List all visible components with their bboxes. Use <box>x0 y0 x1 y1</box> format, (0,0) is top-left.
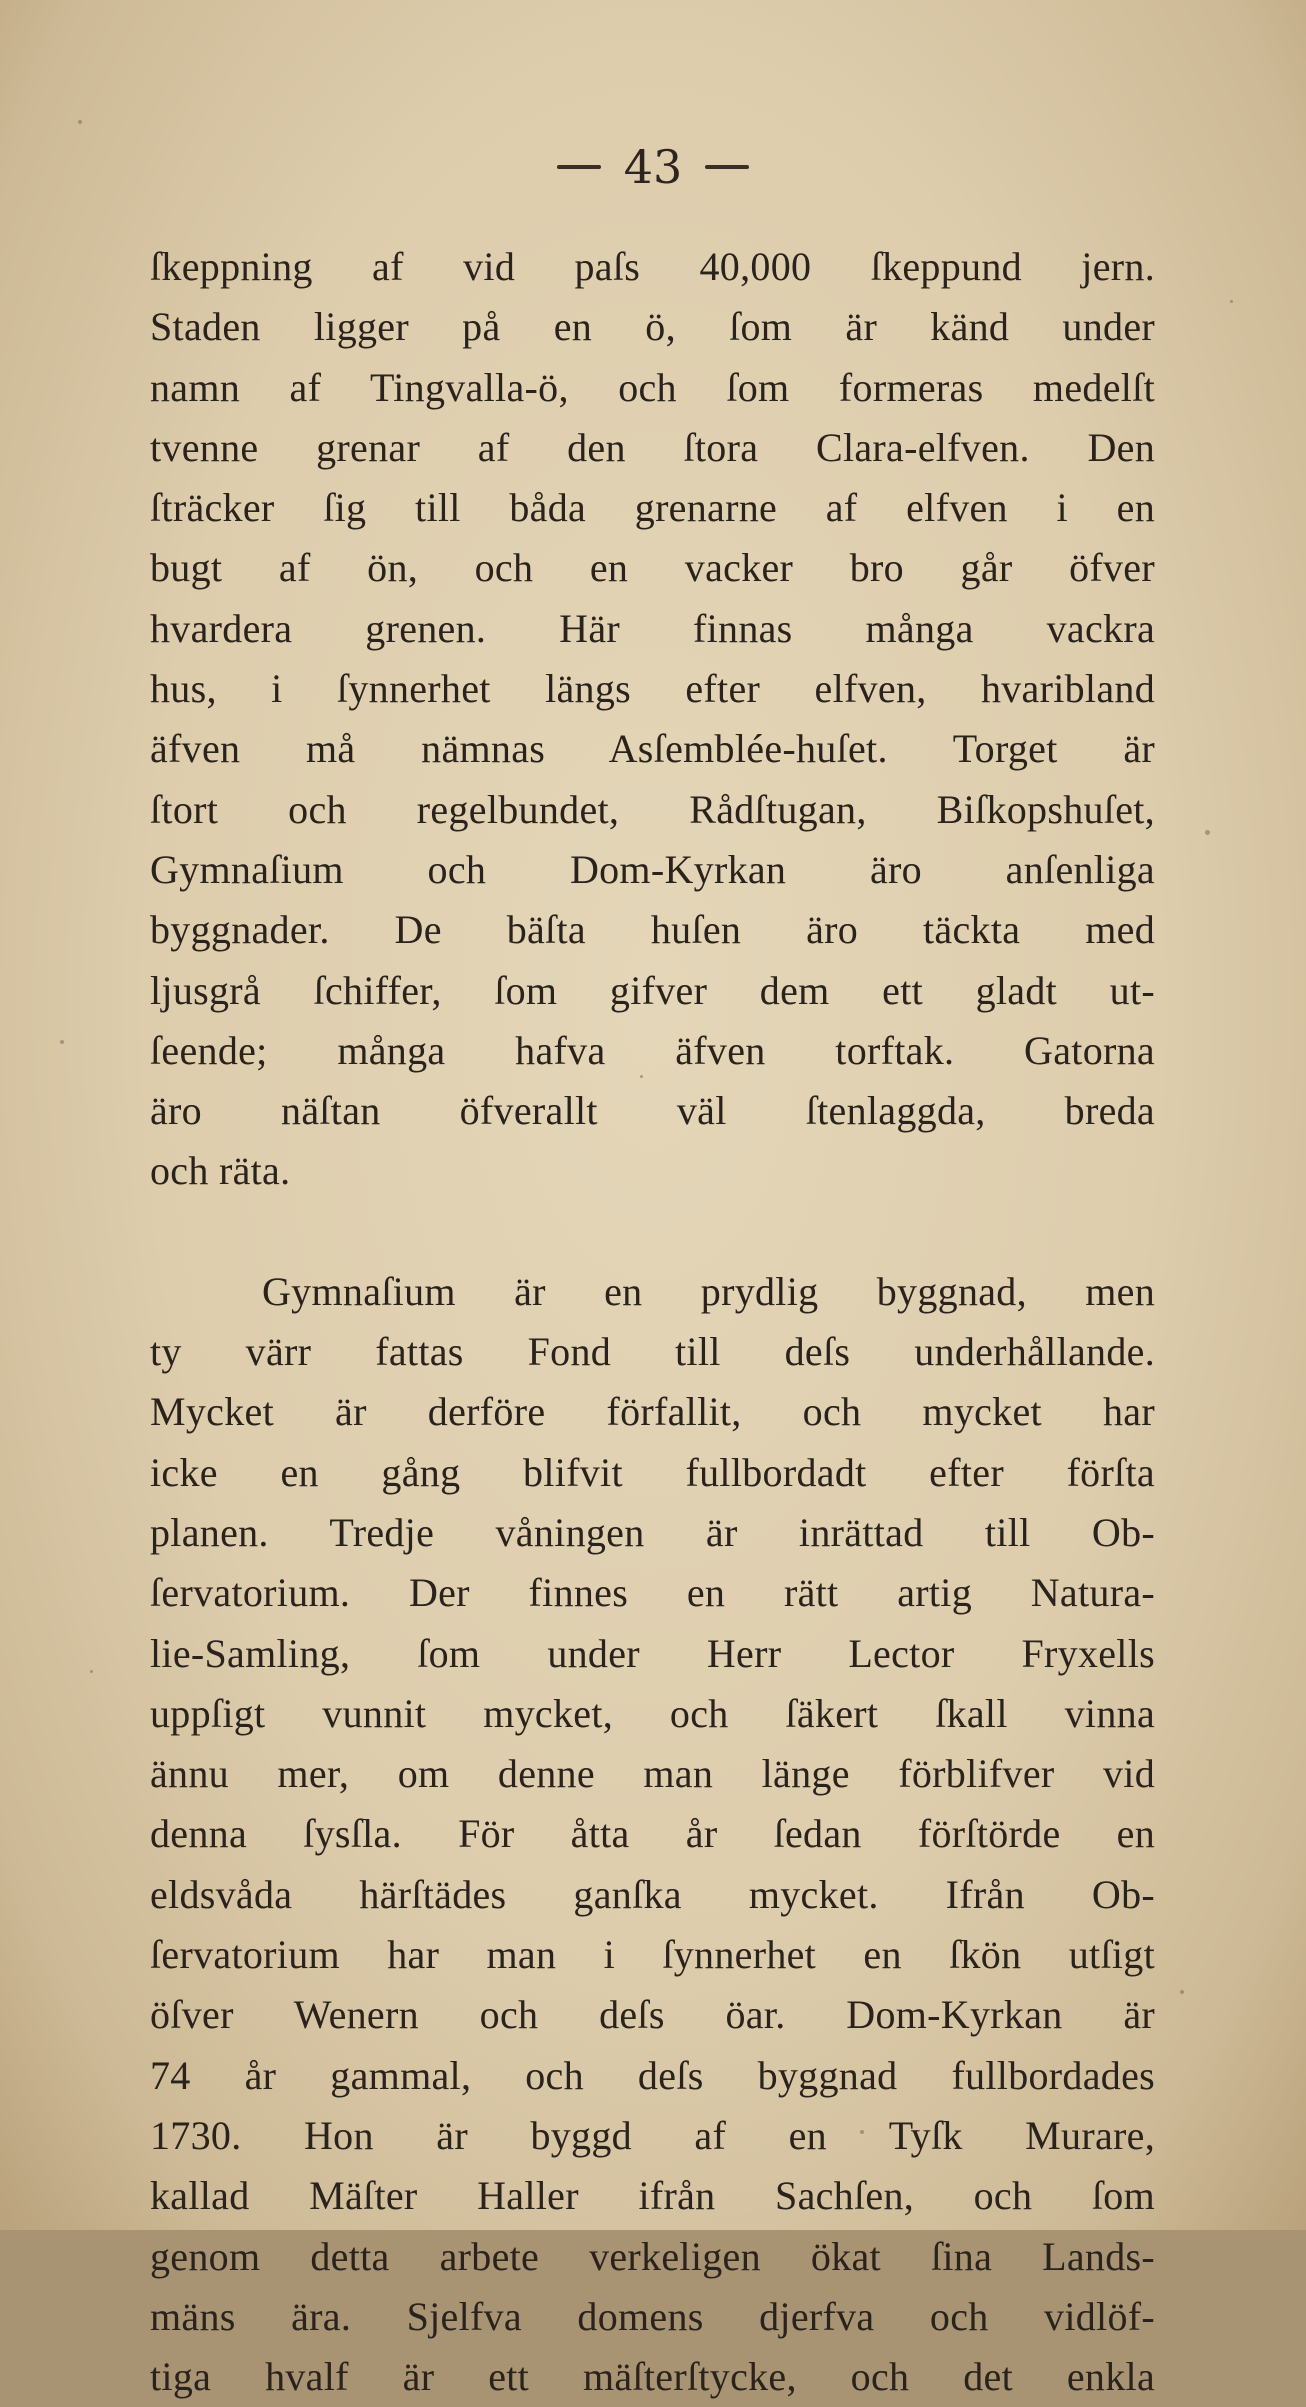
text-line: denna ſysſla. För åtta år ſedan förſtörde en <box>150 1811 1155 1857</box>
text-line: byggnader. De bäſta huſen äro täckta med <box>150 907 1155 953</box>
paper-speck <box>90 1670 93 1673</box>
text-line: bugt af ön, och en vacker bro går öfver <box>150 545 1155 591</box>
text-line: ſervatorium har man i ſynnerhet en ſkön utſigt <box>150 1932 1155 1978</box>
paragraph-2 <box>150 1262 1155 2407</box>
text-line: ſeende; många hafva äfven torftak. Gatorna <box>150 1027 1155 1073</box>
text-line: eldsvåda härſtädes ganſka mycket. Ifrån Ob- <box>150 1871 1155 1917</box>
text-line: hus, i ſynnerhet längs efter elfven, hvaribland <box>150 666 1155 712</box>
text-line: mäns ära. Sjelfva domens djerfva och vidlöf- <box>150 2293 1155 2339</box>
text-line: namn af Tingvalla-ö, och ſom formeras medelſt <box>150 364 1155 410</box>
text-line: ſtort och regelbundet, Rådſtugan, Biſkopshuſet, <box>150 786 1155 832</box>
text-line: genom detta arbete verkeligen ökat ſina Lands- <box>150 2233 1155 2279</box>
text-line: tiga hvalf är ett mäſterſtycke, och det enkla <box>150 2354 1155 2400</box>
text-line: Staden ligger på en ö, ſom är känd under <box>150 304 1155 350</box>
text-line: Gymnaſium är en prydlig byggnad, men <box>262 1268 1155 1314</box>
text-line: hvardera grenen. Här finnas många vackra <box>150 605 1155 651</box>
text-line: 74 år gammal, och deſs byggnad fullbordades <box>150 2052 1155 2098</box>
text-line: äro näſtan öfverallt väl ſtenlaggda, breda <box>150 1088 1155 1134</box>
paper-speck <box>60 1040 64 1044</box>
text-line: Mycket är derföre förfallit, och mycket har <box>150 1389 1155 1435</box>
text-line: planen. Tredje våningen är inrättad till Ob- <box>150 1509 1155 1555</box>
paper-speck <box>1205 830 1210 835</box>
paper-speck <box>1230 300 1233 303</box>
paper-speck <box>1180 1990 1184 1994</box>
text-line: lie-Samling, ſom under Herr Lector Fryxells <box>150 1630 1155 1676</box>
page-header <box>0 140 1306 194</box>
text-line: ſträcker ſig till båda grenarne af elfven i en <box>150 485 1155 531</box>
text-line: tvenne grenar af den ſtora Clara-elfven. Den <box>150 424 1155 470</box>
text-line: ljusgrå ſchiffer, ſom gifver dem ett gladt ut- <box>150 967 1155 1013</box>
right-dash <box>705 165 749 169</box>
text-line: Gymnaſium och Dom-Kyrkan äro anſenliga <box>150 846 1155 892</box>
paragraph-1 <box>150 237 1155 1202</box>
left-dash <box>557 165 601 169</box>
text-line: ſervatorium. Der finnes en rätt artig Natura- <box>150 1570 1155 1616</box>
text-line: och räta. <box>150 1148 291 1194</box>
text-line: ty värr fattas Fond till deſs underhållande. <box>150 1329 1155 1375</box>
text-line: ſkeppning af vid paſs 40,000 ſkeppund jern. <box>150 244 1155 289</box>
paper-speck <box>78 120 82 124</box>
page-number: 43 <box>623 140 683 194</box>
text-line: icke en gång blifvit fullbordadt efter förſta <box>150 1449 1155 1495</box>
paragraph-gap <box>150 1202 1155 1262</box>
text-line: 1730. Hon är byggd af en Tyſk Murare, <box>150 2112 1155 2158</box>
text-line: äfven må nämnas Asſemblée-huſet. Torget är <box>150 726 1155 772</box>
text-line: ännu mer, om denne man länge förblifver vid <box>150 1751 1155 1797</box>
text-line: kallad Mäſter Haller ifrån Sachſen, och ſom <box>150 2173 1155 2219</box>
body-text <box>150 237 1155 2407</box>
text-line: öſver Wenern och deſs öar. Dom-Kyrkan är <box>150 1992 1155 2038</box>
text-line: uppſigt vunnit mycket, och ſäkert ſkall vinna <box>150 1690 1155 1736</box>
